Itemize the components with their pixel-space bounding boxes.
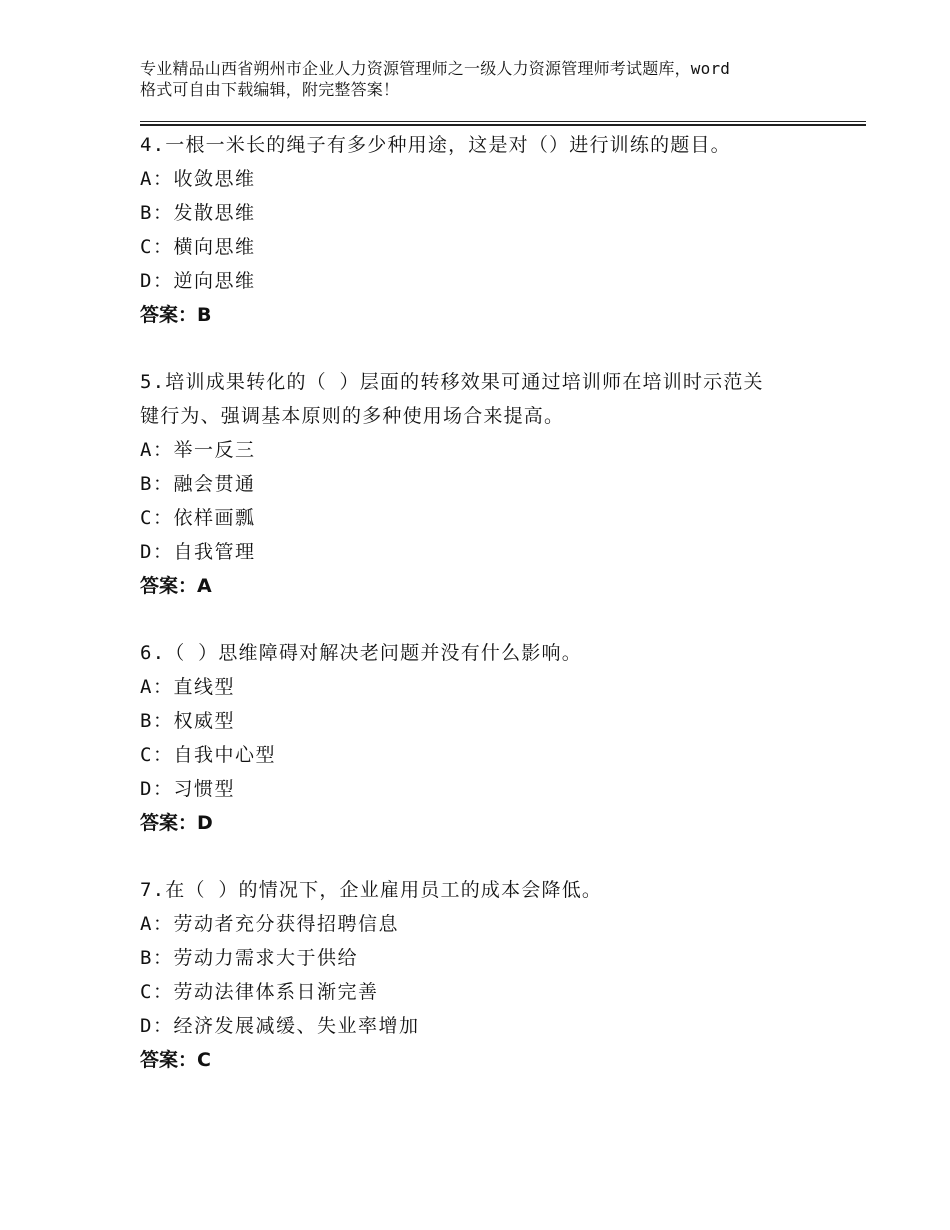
question-stem-line: 4.一根一米长的绳子有多少种用途，这是对（）进行训练的题目。 xyxy=(140,134,731,156)
header-line-1: 专业精品山西省朔州市企业人力资源管理师之一级人力资源管理师考试题库，word xyxy=(140,59,731,78)
option-c: C：劳动法律体系日渐完善 xyxy=(140,981,379,1003)
option-d: D：习惯型 xyxy=(140,778,235,800)
option-b: B：劳动力需求大于供给 xyxy=(140,947,358,969)
question-5 xyxy=(140,365,840,603)
option-b: B：权威型 xyxy=(140,710,235,732)
option-b: B：融会贯通 xyxy=(140,473,256,495)
option-b: B：发散思维 xyxy=(140,202,256,224)
header-line-2: 格式可自由下载编辑，附完整答案！ xyxy=(140,80,400,99)
question-7 xyxy=(140,873,840,1077)
question-stem xyxy=(140,128,840,162)
document-header xyxy=(140,58,840,100)
question-stem xyxy=(140,873,840,907)
option-a: A：直线型 xyxy=(140,676,235,698)
header-divider-thick xyxy=(140,124,866,126)
option-d: D：自我管理 xyxy=(140,541,256,563)
answer-label: 答案：B xyxy=(140,304,212,326)
option-a: A：劳动者充分获得招聘信息 xyxy=(140,913,399,935)
option-a: A：收敛思维 xyxy=(140,168,256,190)
question-stem xyxy=(140,365,840,433)
question-stem xyxy=(140,636,840,670)
question-4 xyxy=(140,128,840,332)
answer-label: 答案：A xyxy=(140,575,212,597)
option-c: C：依样画瓢 xyxy=(140,507,256,529)
option-d: D：逆向思维 xyxy=(140,270,256,292)
header-divider-thin xyxy=(140,121,866,122)
question-list xyxy=(140,128,840,1110)
answer-label: 答案：D xyxy=(140,812,213,834)
option-c: C：横向思维 xyxy=(140,236,256,258)
option-d: D：经济发展减缓、失业率增加 xyxy=(140,1015,420,1037)
question-6 xyxy=(140,636,840,840)
answer-label: 答案：C xyxy=(140,1049,211,1071)
question-stem-line: 6.（ ）思维障碍对解决老问题并没有什么影响。 xyxy=(140,642,582,664)
option-a: A：举一反三 xyxy=(140,439,256,461)
question-stem-line: 键行为、强调基本原则的多种使用场合来提高。 xyxy=(140,405,565,427)
option-c: C：自我中心型 xyxy=(140,744,276,766)
question-stem-line: 5.培训成果转化的（ ）层面的转移效果可通过培训师在培训时示范关 xyxy=(140,371,764,393)
question-stem-line: 7.在（ ）的情况下，企业雇用员工的成本会降低。 xyxy=(140,879,603,901)
